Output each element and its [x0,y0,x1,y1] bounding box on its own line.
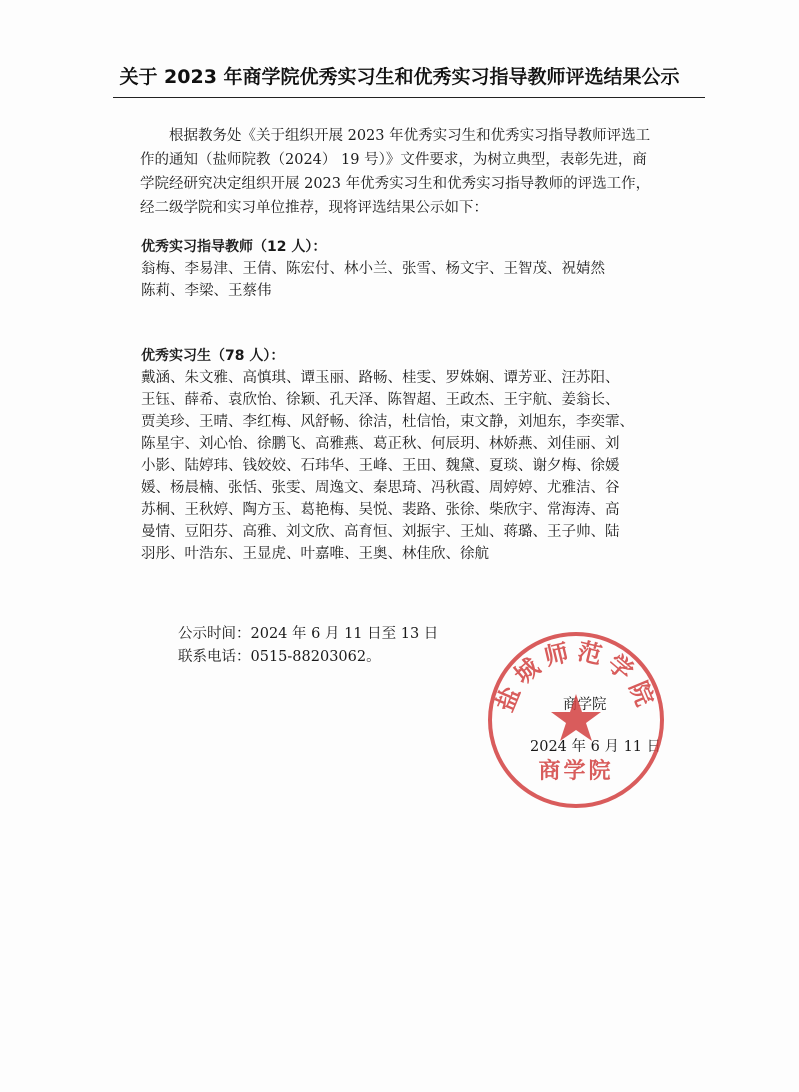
contact-phone: 联系电话：0515-88203062。 [178,649,381,665]
signature-college: 商学院 [563,697,607,713]
students-line: 小影、陆婷玮、钱姣姣、石玮华、王峰、王田、魏黛、夏琰、谢夕梅、徐媛 [141,458,620,474]
intro-line-4: 经二级学院和实习单位推荐，现将评选结果公示如下： [140,200,488,216]
students-line: 戴涵、朱文雅、高慎琪、谭玉丽、路畅、桂雯、罗姝娴、谭芳亚、汪苏阳、 [141,370,620,386]
publicity-time: 公示时间：2024 年 6 月 11 日至 13 日 [178,626,439,642]
official-seal-stamp [484,628,668,812]
students-line: 苏桐、王秋婷、陶方玉、葛艳梅、吴悦、裴路、张徐、柴欣宇、常海涛、高 [141,502,620,518]
students-line: 羽彤、叶浩东、王显虎、叶嘉唯、王奥、林佳欣、徐航 [141,546,489,562]
teachers-heading: 优秀实习指导教师（12 人）： [141,239,327,255]
students-section [141,345,701,565]
signature-date: 2024 年 6 月 11 日 [530,739,662,755]
teachers-line: 翁梅、李易津、王倩、陈宏付、林小兰、张雪、杨文宇、王智茂、祝婧然 [141,261,605,277]
title-underline [113,97,705,98]
students-line: 媛、杨晨楠、张恬、张雯、周逸文、秦思琦、冯秋霞、周婷婷、尤雅洁、谷 [141,480,620,496]
document-title: 关于 2023 年商学院优秀实习生和优秀实习指导教师评选结果公示 [119,66,680,88]
svg-text:盐城师范学院: 盐城师范学院 [490,636,662,716]
students-line: 曼情、豆阳芬、高雅、刘文欣、高育恒、刘振宇、王灿、蒋璐、王子帅、陆 [141,524,620,540]
teachers-section [141,236,701,302]
teachers-line: 陈莉、李梁、王蔡伟 [141,283,272,299]
intro-line-3: 学院经研究决定组织开展 2023 年优秀实习生和优秀实习指导教师的评选工作， [140,176,651,192]
svg-text:商学院: 商学院 [538,759,614,784]
students-heading: 优秀实习生（78 人）： [141,348,285,364]
students-line: 王钰、薛希、袁欣怡、徐颖、孔天泽、陈智超、王政杰、王宇航、姜翁长、 [141,392,620,408]
intro-paragraph [140,124,695,220]
students-line: 贾美珍、王晴、李红梅、风舒畅、徐洁，杜信怡，束文静，刘旭东，李奕霏、 [141,414,634,430]
students-line: 陈星宇、刘心怡、徐鹏飞、高雅燕、葛正秋、何辰玥、林娇燕、刘佳丽、刘 [141,436,620,452]
intro-line-2: 作的通知（盐师院教（2024） 19 号）》文件要求，为树立典型，表彰先进，商 [140,152,647,168]
intro-line-1: 根据教务处《关于组织开展 2023 年优秀实习生和优秀实习指导教师评选工 [169,128,651,144]
